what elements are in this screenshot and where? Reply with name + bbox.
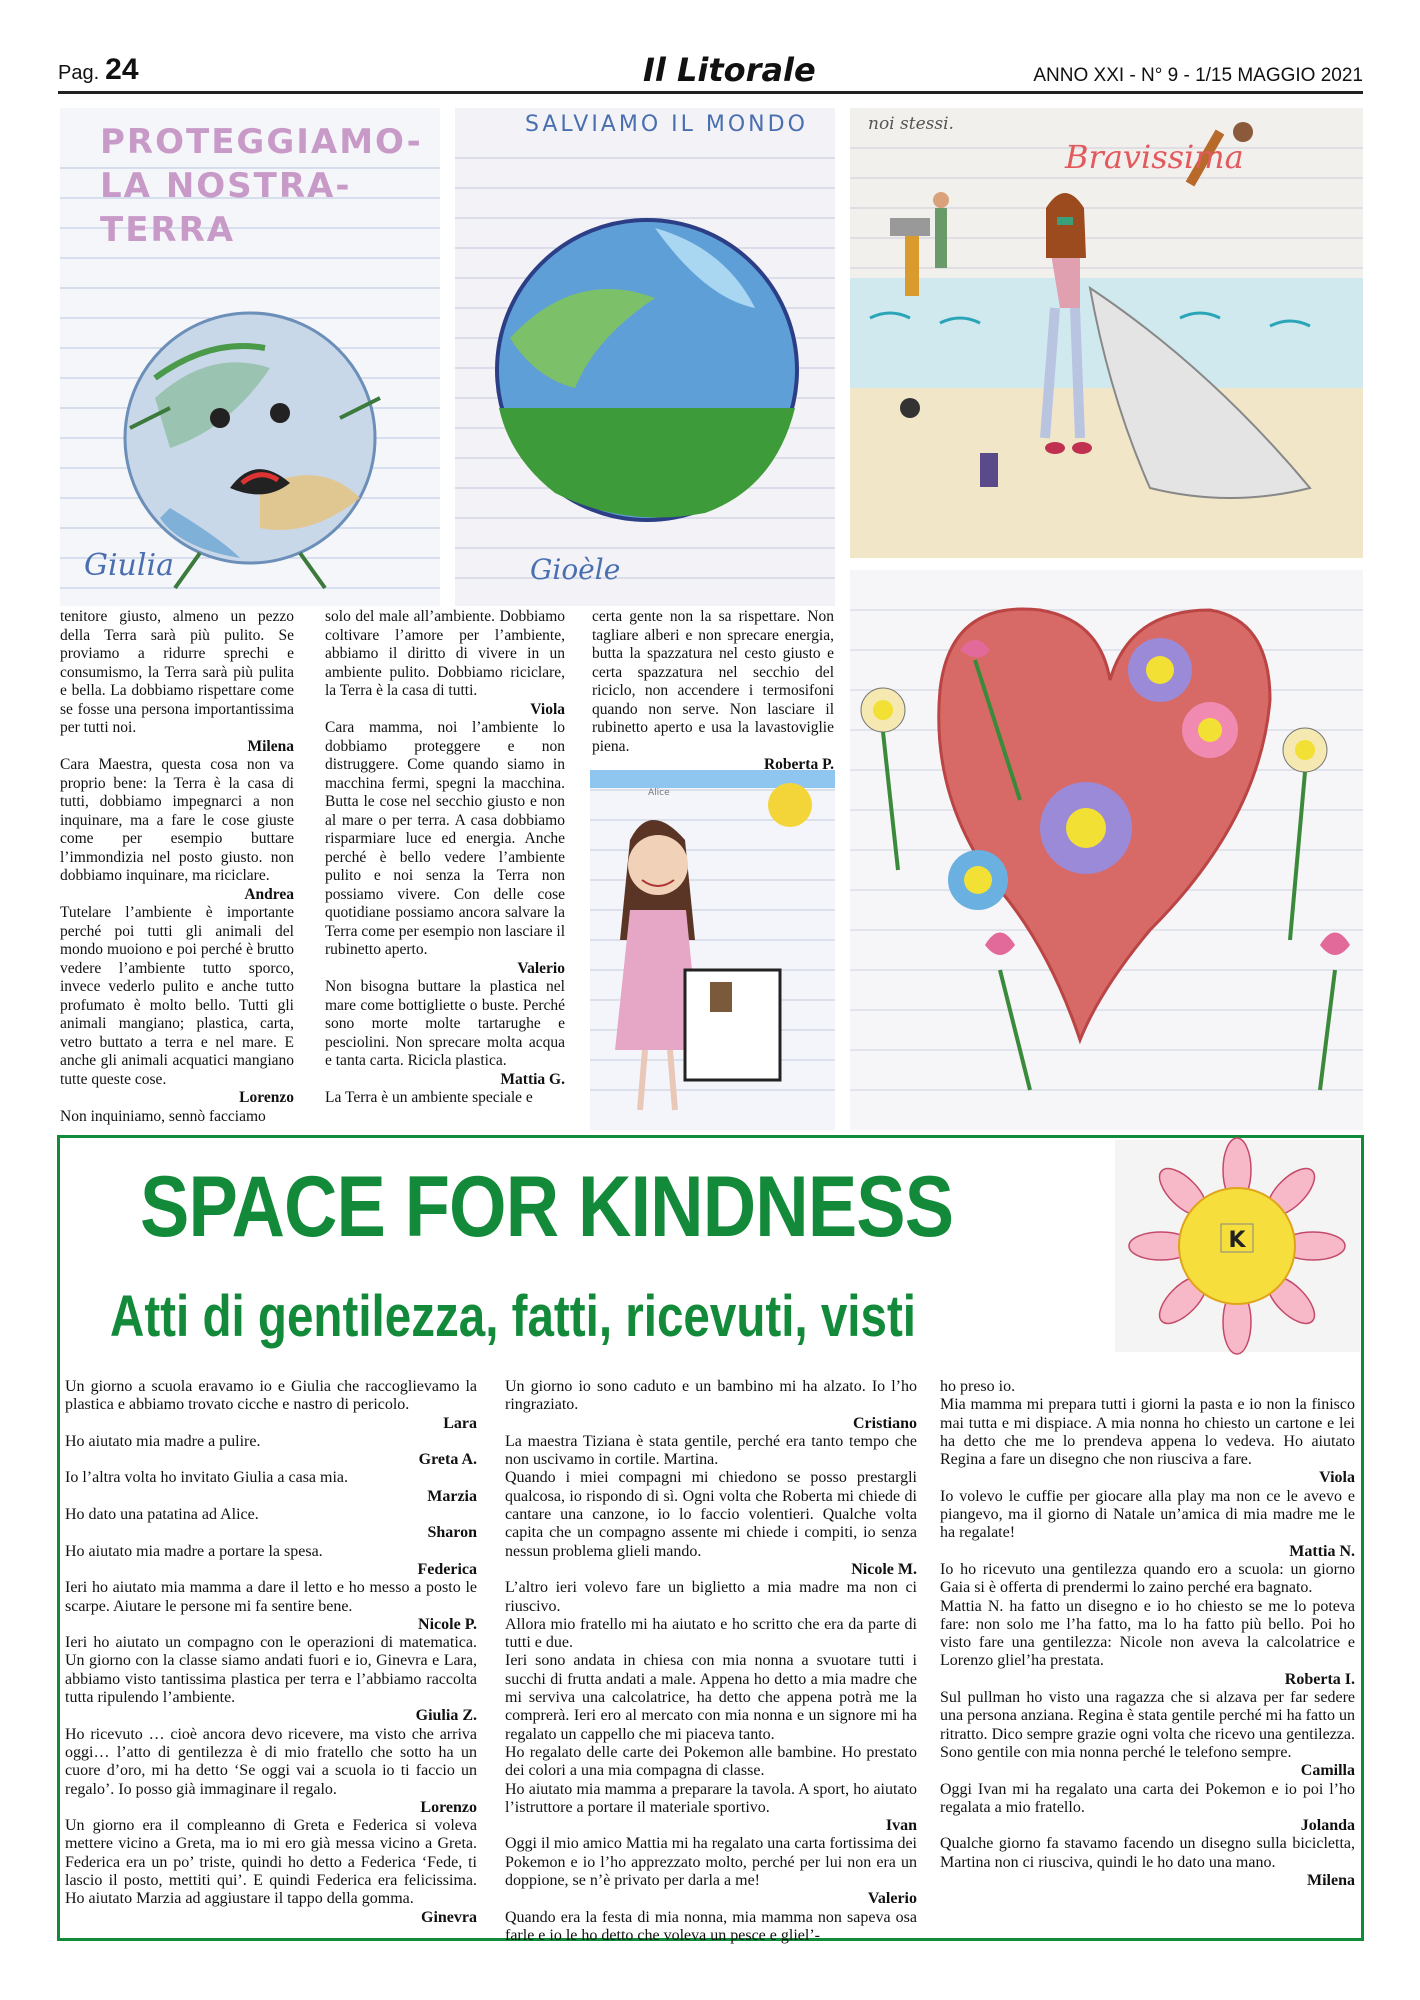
paragraph: ho preso io. [940,1378,1016,1395]
paragraph: Oggi Ivan mi ha regalato una carta dei Pokemon e io poi l’ho regalata a mio fratello. [940,1780,1355,1816]
paragraph: Ieri sono andata in chiesa con mia nonna a svuotare tutti i succhi di frutta andati a male. Appena ho detto a mia madre che mi serviva una calcolatrice, ha detto che appena potrà me la comprerà. Ieri ero al mercato con mia nonna e un signore mi ha regalato un cappello che mi piaceva tanto. [505,1652,917,1743]
drawing-caption: noi stessi. [868,114,954,134]
teacher-note: Bravissima [1065,138,1244,176]
kindness-flower-logo [1115,1140,1360,1352]
signature: Nicole P. [418,1615,477,1633]
paragraph: Cara mamma, noi l’ambiente lo dobbiamo proteggere e non distruggere. Come quando siamo in macchina fermi, spegni la macchina. Butta le cose nel secchio giusto e non al mare o per terra. A casa dobbiamo risparmiare luce ed energia. Anche perché è bello vedere l’ambiente pulito e noi senza la Terra non possiamo vivere. Con delle cose quotidiane possiamo ancora salvare la Terra come per esempio non lasciare il rubinetto aperto. [325,719,565,958]
drawing-signature: Giulia [84,548,174,583]
paragraph: Ieri ho aiutato mia mamma a dare il letto e ho messo a posto le scarpe. Aiutare le persone mi fa sentire bene. [65,1579,477,1615]
logo-letter: K [1228,1228,1246,1253]
paragraph: Ho ricevuto … cioè ancora devo ricevere, ma visto che arriva oggi… l’atto di gentilezza è di mio fratello che sotto ha un cuore d’oro, mi ha detto ‘Se oggi vai a scuola io ti faccio un regalo’. Io posso già immaginare il regalo. [65,1725,477,1798]
paragraph: Ho regalato delle carte dei Pokemon alle bambine. Ho prestato dei colori a una mia compagna di classe. [505,1743,917,1780]
paragraph: Cara Maestra, questa cosa non va proprio bene: la Terra è la casa di tutti, dobbiamo impegnarci a non inquinare, ma a fare le cose giuste come per esempio buttare l’immondizia nel posto giusto. non dobbiamo inquinare, ma riciclare. [60,756,294,884]
kindness-column-1 [65,1378,477,1933]
paragraph: Un giorno era il compleanno di Greta e Federica si voleva mettere vicino a Greta, ma io mi ero già messa vicino a Greta. Federica era un po’ triste, quindi ho detto a Federica ‘Fede, ti lascio il posto, mettiti qui’. E quindi Federica era felicissima. Ho aiutato Marzia ad aggiustare il tappo della gomma. [65,1817,477,1908]
signature: Lara [443,1414,477,1432]
paragraph: Tutelare l’ambiente è importante perché poi tutti gli animali del mondo muoiono e poi perché è brutto vedere l’ambiente tutto sporco, invece vederlo pulito e anche tutto profumato è molto bello. Tutti gli animali mangiano; plastica, carta, vetro buttato a terra e nel mare. E anche gli animali acquatici mangiano tutte queste cose. [60,904,294,1088]
paragraph: Un giorno a scuola eravamo io e Giulia che raccoglievamo la plastica e abbiamo trovato cicche e nastro di pericolo. [65,1378,477,1414]
signature: Marzia [427,1487,477,1505]
signature: Sharon [427,1524,477,1542]
drawing-beach-cleaning [850,108,1363,558]
article-column-1 [60,608,294,1128]
article-column-2 [325,608,565,1128]
newspaper-name: Il Litorale [643,51,816,89]
paragraph: Quando i miei compagni mi chiedono se posso prestargli qualcosa, io rispondo di sì. Ogni volta che Roberta mi chiede di cantare una canzone, io lo faccio volentieri. Qualche volta capita che un compagno assente mi chiede i compiti, io senza nessun problema glieli mando. [505,1469,917,1560]
paragraph: La maestra Tiziana è stata gentile, perché era tanto tempo che non uscivamo in cortile. Martina. [505,1432,917,1469]
signature: Roberta P. [763,756,834,773]
article-column-3 [592,608,834,773]
signature: Jolanda [1300,1817,1355,1835]
signature: Ginevra [421,1908,477,1926]
signature: Valerio [517,959,565,977]
signature: Federica [417,1560,477,1578]
signature: Mattia N. [1289,1542,1355,1560]
signature: Viola [1319,1469,1355,1487]
page-header [58,51,1363,94]
paragraph: Io volevo le cuffie per giocare alla play ma non ce le avevo e piangevo, ma il giorno di Natale un’amica di mia madre me le ha regalate! [940,1487,1355,1542]
paragraph: Ieri ho aiutato un compagno con le operazioni di matematica. Un giorno con la classe siamo andati fuori e io, Ginevra e Lara, abbiamo visto tantissima plastica per terra e l’abbiamo raccolta tutta ripulendo l’ambiente. [65,1634,477,1707]
signature: Valerio [867,1890,917,1908]
signature: Andrea [244,885,294,903]
paragraph: Mattia N. ha fatto un disegno e io ho chiesto se me lo poteva fare: non solo me l’ha fatto, ma lo ha fatto più bello. Poi ho visto fare una gentilezza: Nicole non aveva la calcolatrice e Lorenzo gliel’ha prestata. [940,1597,1355,1670]
paragraph: Sul pullman ho visto una ragazza che si alzava per far sedere una persona anziana. Regina è stata gentile perché mi ha fatto un ritratto. Dico sempre grazie ogni volta che ricevo una gentilezza. Sono gentile con mia nonna perché le telefono sempre. [940,1689,1355,1761]
kindness-title: SPACE FOR KINDNESS [140,1159,954,1255]
drawing-girl-sun [590,770,835,1130]
page-number: Pag. 24 [58,53,139,86]
paragraph: Non inquiniamo, sennò facciamo [60,1107,266,1125]
drawing-caption: SALVIAMO IL MONDO [525,112,808,137]
paragraph: Ho aiutato mia madre a portare la spesa. [65,1542,323,1560]
signature: Mattia G. [500,1070,565,1088]
paragraph: Allora mio fratello mi ha aiutato e ho scritto che era da parte di tutti e due. [505,1615,917,1652]
paragraph: La Terra è un ambiente speciale e [325,1089,533,1106]
signature: Giulia Z. [415,1707,477,1725]
kindness-box [57,1135,1364,1944]
paragraph: Oggi il mio amico Mattia mi ha regalato una carta fortissima dei Pokemon e io l’ho apprezzato molto, perché per lui non era un doppione, se n’è privato per darla a me! [505,1835,917,1890]
drawing-save-world [455,108,835,606]
signature: Cristiano [853,1414,917,1432]
paragraph: Quando era la festa di mia nonna, mia mamma non sapeva osa farle e io le ho detto che voleva un pesce e gliel’- [505,1908,917,1944]
paragraph: Un giorno io sono caduto e un bambino mi ha alzato. Io l’ho ringraziato. [505,1378,917,1414]
paragraph: Io ho ricevuto una gentilezza quando ero a scuola: un giorno Gaia si è offerta di prendermi lo zaino perché era bagnato. [940,1560,1355,1597]
paragraph: L’altro ieri volevo fare un biglietto a mia madre ma non ci riuscivo. [505,1579,917,1615]
kindness-column-3 [940,1378,1355,1933]
kindness-column-2 [505,1378,917,1944]
issue-info: ANNO XXI - N° 9 - 1/15 MAGGIO 2021 [1033,65,1363,86]
signature: Camilla [1300,1762,1355,1780]
drawing-heart-flowers [850,570,1363,1130]
drawing-signature: Alice [648,788,670,798]
kindness-subtitle: Atti di gentilezza, fatti, ricevuti, visti [110,1284,917,1349]
signature: Roberta I. [1284,1670,1355,1688]
signature: Milena [1307,1872,1355,1890]
paragraph: Ho aiutato mia mamma a preparare la tavola. A sport, ho aiutato l’istruttore a portare il materiale sportivo. [505,1780,917,1816]
paragraph: Qualche giorno fa stavamo facendo un disegno sulla bicicletta, Martina non ci riusciva, quindi le ho dato una mano. [940,1835,1355,1871]
drawing-protect-earth [60,108,440,606]
signature: Lorenzo [239,1089,294,1106]
paragraph: Ho aiutato mia madre a pulire. [65,1432,261,1450]
signature: Greta A. [418,1451,477,1469]
paragraph: Non bisogna buttare la plastica nel mare come bottigliette o buste. Perché sono morte molte tartarughe e pesciolini. Non sprecare molta acqua e tanta carta. Ricicla plastica. [325,978,565,1069]
signature: Viola [530,700,565,718]
paragraph: Ho dato una patatina ad Alice. [65,1506,259,1524]
paragraph: Mia mamma mi prepara tutti i giorni la pasta e io non la finisco mai tutta e mi dispiace. A mia nonna ho chiesto un cartone e lei ha detto che me lo prendeva appena lo vedeva. Ho aiutato Regina a fare un disegno che non riusciva a fare. [940,1396,1355,1469]
paragraph: Io l’altra volta ho invitato Giulia a casa mia. [65,1469,349,1487]
signature: Nicole M. [851,1560,917,1578]
paragraph: solo del male all’ambiente. Dobbiamo coltivare l’amore per l’ambiente, abbiamo il diritto di vivere in un ambiente pulito. Dobbiamo riciclare, la Terra è la casa di tutti. [325,608,565,699]
paragraph: certa gente non la sa rispettare. Non tagliare alberi e non sprecare energia, butta la spazzatura nel cesto giusto e certa spazzatura nel secchio del riciclo, non accendere i termosifoni quando non serve. Non lasciare il rubinetto aperto e usa la lavastoviglie piena. [592,608,834,755]
signature: Lorenzo [420,1798,477,1816]
signature: Ivan [885,1817,917,1835]
drawing-caption: PROTEGGIAMO-LA NOSTRA-TERRA [100,122,423,250]
paragraph: tenitore giusto, almeno un pezzo della Terra sarà più pulito. Se proviamo a ridurre sprechi e consumismo, la Terra sarà più pulita e bella. La dobbiamo rispettare come se fosse una persona importantissima per tutti noi. [60,608,294,736]
drawing-signature: Gioèle [530,553,621,586]
signature: Milena [247,737,294,755]
